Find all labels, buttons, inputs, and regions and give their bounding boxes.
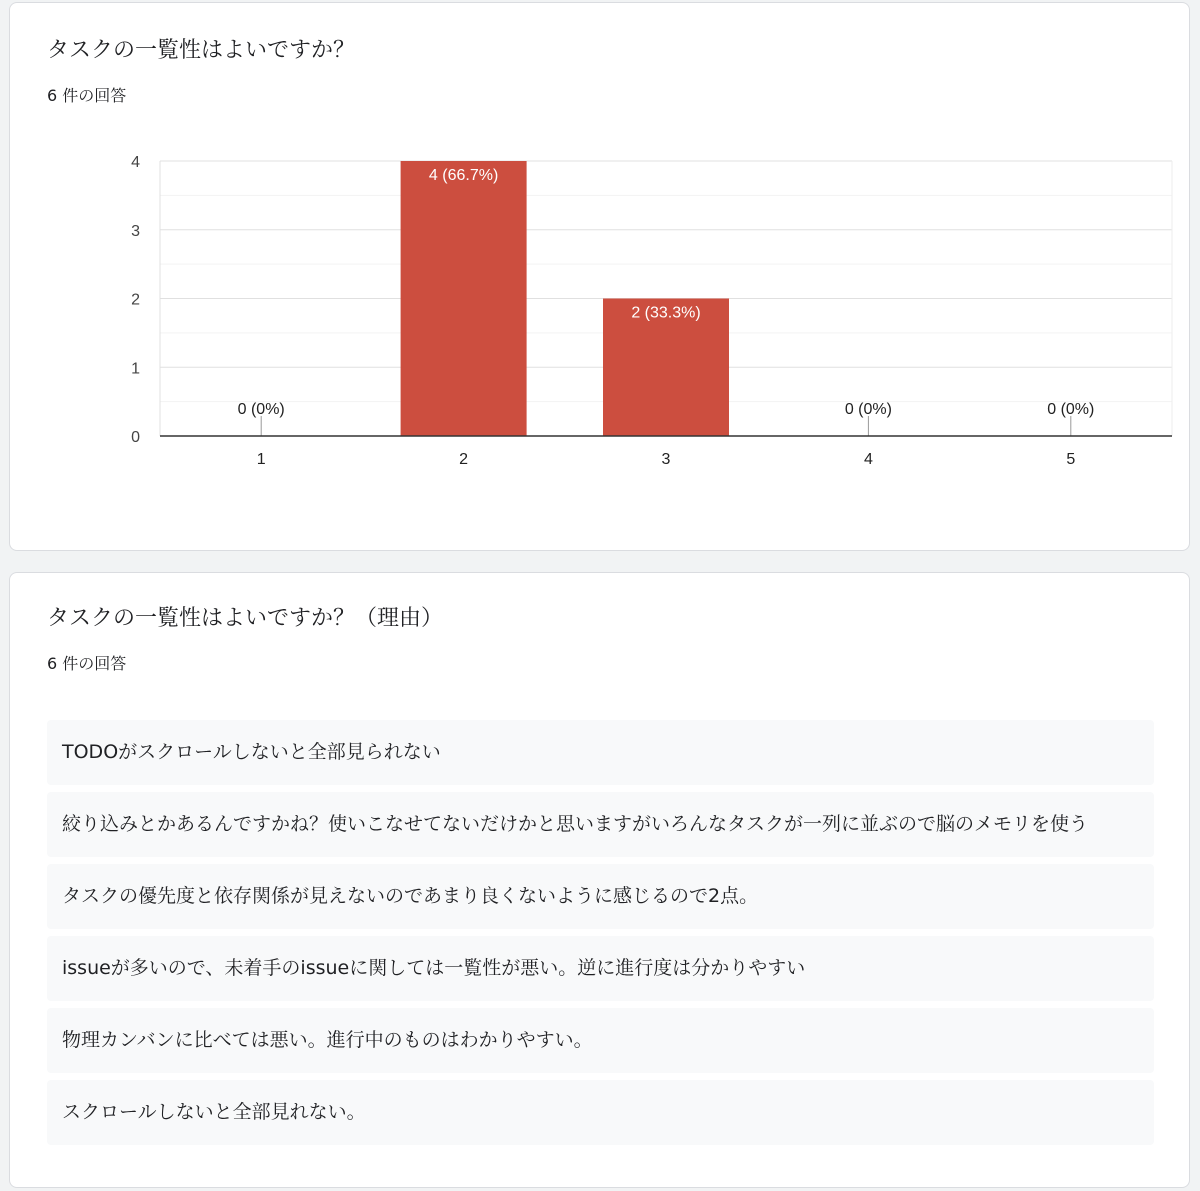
bar-chart [10,3,1189,550]
x-tick-label: 2 [459,451,469,468]
y-tick-label: 1 [131,360,140,378]
response-count: 6 件の回答 [47,86,127,105]
response-count: 6 件の回答 [47,654,127,673]
answer-item: issueが多いので、未着手のissueに関しては一覧性が悪い。逆に進行度は分かりやすい [47,936,1154,1001]
x-tick-label: 5 [1066,451,1076,468]
y-tick-label: 0 [131,429,140,446]
answer-item: 絞り込みとかあるんですかね？使いこなせてないだけかと思いますがいろんなタスクが一列に並ぶので脳のメモリを使う [47,792,1154,857]
y-tick-label: 2 [131,291,140,309]
question-card-reason [9,572,1190,1188]
answer-item: スクロールしないと全部見れない。 [47,1080,1154,1145]
answer-item: TODOがスクロールしないと全部見られない [47,720,1154,785]
answer-item: タスクの優先度と依存関係が見えないのであまり良くないように感じるので2点。 [47,864,1154,929]
question-title: タスクの一覧性はよいですか？ [47,38,356,63]
data-label: 0 (0%) [1047,401,1095,418]
question-card-rating [9,2,1190,551]
question-title: タスクの一覧性はよいですか？（理由） [47,606,444,631]
y-tick-label: 3 [131,222,140,240]
data-label: 2 (33.3%) [631,304,701,322]
data-label: 4 (66.7%) [428,167,499,184]
bar-2 [401,161,527,436]
answer-item: 物理カンバンに比べては悪い。進行中のものはわかりやすい。 [47,1008,1154,1073]
x-tick-label: 1 [256,451,266,468]
x-tick-label: 4 [863,451,873,468]
answer-list [47,720,1154,1152]
y-tick-label: 4 [131,154,140,171]
data-label: 0 (0%) [844,401,892,418]
data-label: 0 (0%) [237,401,285,418]
x-tick-label: 3 [661,451,671,468]
